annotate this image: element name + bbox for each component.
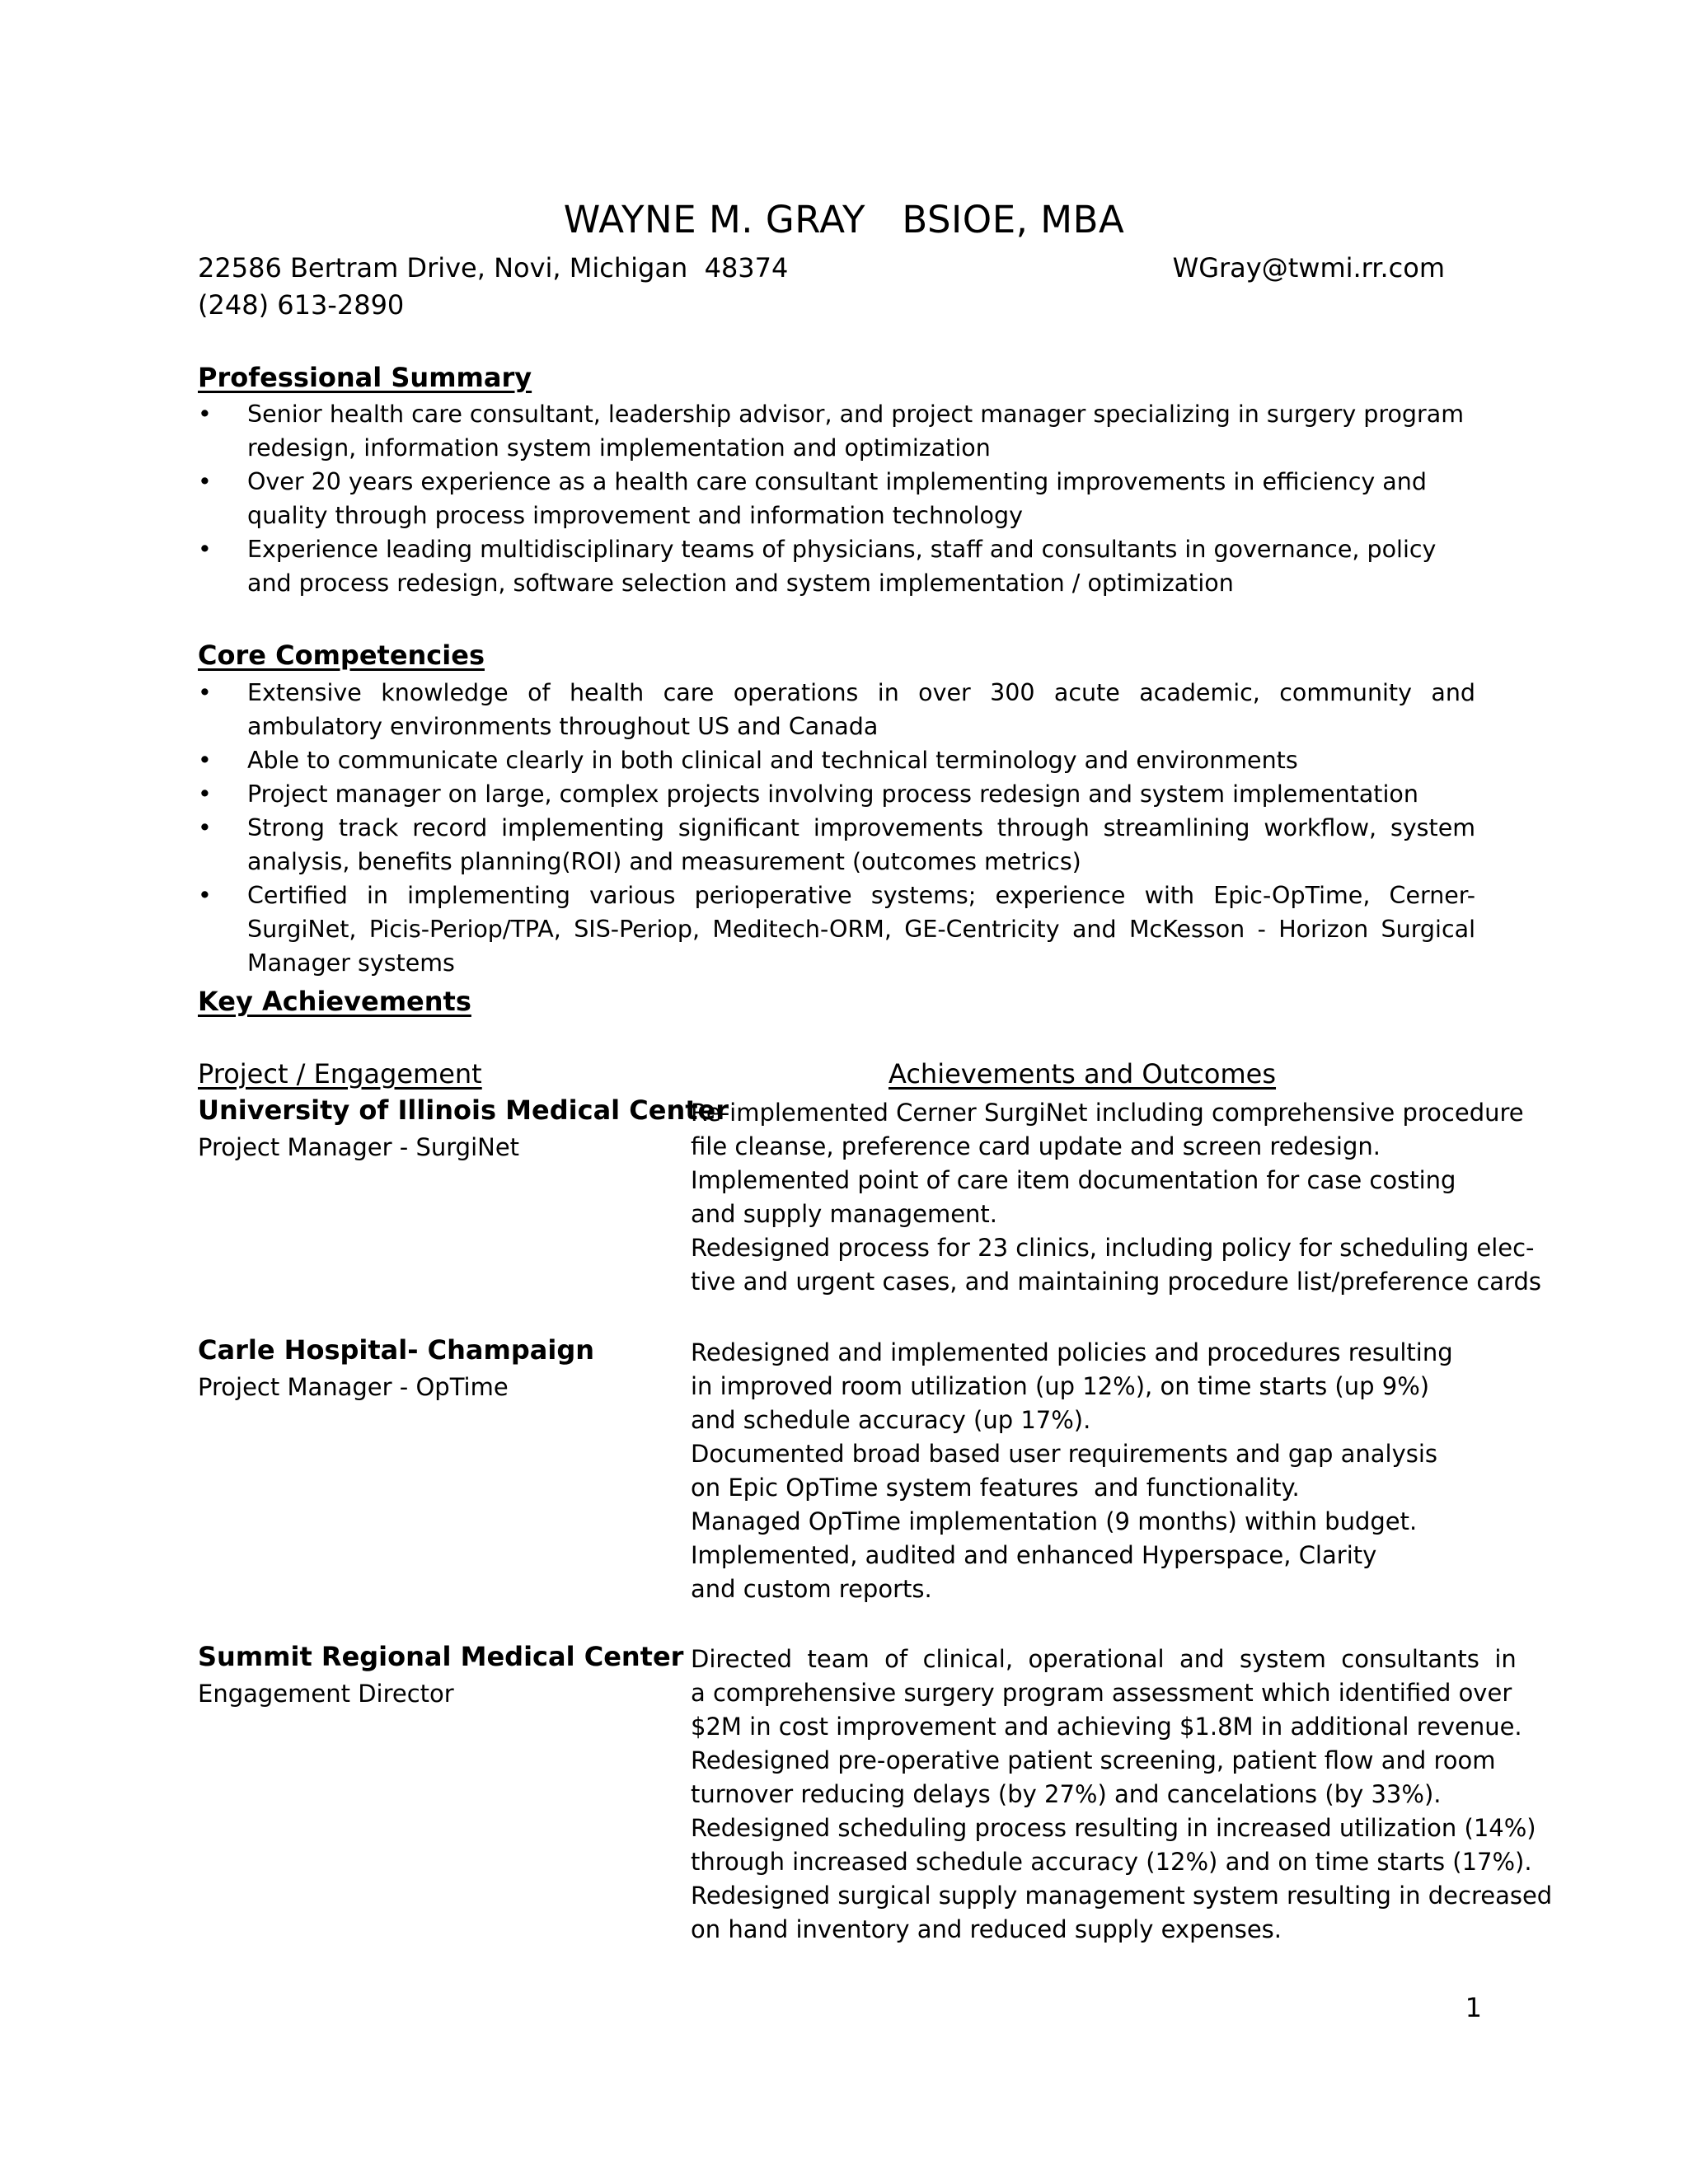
core-competencies-heading: Core Competencies [198, 640, 485, 671]
summary-list [198, 397, 1475, 600]
outcome-line: Redesigned pre-operative patient screening, patient flow and room [691, 1746, 1496, 1774]
list-item: • Senior health care consultant, leadership advisor, and project manager specializing in surgery program redesign, information system implementation and optimization [198, 397, 1475, 465]
list-item: • Experience leading multidisciplinary teams of physicians, staff and consultants in governance, policy and process redesign, software selection and system implementation / optimization [198, 532, 1475, 600]
address: 22586 Bertram Drive, Novi, Michigan 48374 [198, 252, 789, 284]
outcomes-column-header: Achievements and Outcomes [889, 1058, 1277, 1090]
engagement-outcomes [691, 1643, 1553, 1947]
outcome-line: and custom reports. [691, 1575, 932, 1603]
engagement-org: Carle Hospital- Champaign [198, 1334, 594, 1366]
key-achievements-heading: Key Achievements [198, 986, 471, 1017]
outcome-line: Redesigned process for 23 clinics, including policy for scheduling elec- [691, 1234, 1535, 1262]
bullet-icon: • [198, 814, 212, 841]
competencies-list [198, 676, 1475, 980]
list-item: • Able to communicate clearly in both clinical and technical terminology and environments [198, 743, 1475, 777]
list-item: • Project manager on large, complex projects involving process redesign and system implementation [198, 777, 1475, 811]
outcome-line: Documented broad based user requirements and gap analysis [691, 1440, 1438, 1468]
engagement-org: Summit Regional Medical Center [198, 1641, 684, 1672]
bullet-icon: • [198, 679, 212, 706]
phone: (248) 613-2890 [198, 289, 405, 321]
outcome-line: Redesigned and implemented policies and procedures resulting [691, 1338, 1453, 1366]
bullet-icon: • [198, 536, 212, 563]
list-item: • Strong track record implementing significant improvements through streamlining workflow, system analysis, benefits planning(ROI) and measurement (outcomes metrics) [198, 811, 1475, 879]
outcome-line: Directed team of clinical, operational and system consultants in [691, 1645, 1517, 1673]
outcome-line: Implemented point of care item documentation for case costing [691, 1166, 1456, 1194]
list-item: • Certified in implementing various perioperative systems; experience with Epic-OpTime, Cerner-SurgiNet, Picis-Periop/TPA, SIS-Periop, Meditech-ORM, GE-Centricity and McKesson - Horizon Surgical Manager systems [198, 879, 1475, 980]
outcome-line: file cleanse, preference card update and screen redesign. [691, 1132, 1381, 1160]
email: WGray@twmi.rr.com [1172, 252, 1445, 284]
outcome-line: Redesigned scheduling process resulting in increased utilization (14%) [691, 1814, 1536, 1842]
outcome-line: $2M in cost improvement and achieving $1.8M in additional revenue. [691, 1713, 1522, 1741]
outcome-line: in improved room utilization (up 12%), on time starts (up 9%) [691, 1372, 1430, 1400]
candidate-name: WAYNE M. GRAY BSIOE, MBA [563, 198, 1125, 241]
engagement-outcomes [691, 1096, 1541, 1299]
bullet-icon: • [198, 747, 212, 774]
outcome-line: turnover reducing delays (by 27%) and cancelations (by 33%). [691, 1780, 1442, 1808]
engagement-role: Project Manager - SurgiNet [198, 1133, 520, 1161]
outcome-line: and schedule accuracy (up 17%). [691, 1406, 1091, 1434]
engagement-outcomes [691, 1336, 1482, 1606]
outcome-line: Managed OpTime implementation (9 months) within budget. [691, 1507, 1418, 1535]
engagement-role: Engagement Director [198, 1680, 454, 1708]
outcome-line: Re-implemented Cerner SurgiNet including comprehensive procedure [691, 1099, 1524, 1127]
outcome-line: tive and urgent cases, and maintaining procedure list/preference cards [691, 1268, 1541, 1296]
list-item: • Extensive knowledge of health care operations in over 300 acute academic, community and ambulatory environments throughout US and Canada [198, 676, 1475, 743]
bullet-icon: • [198, 780, 212, 808]
outcome-line: on hand inventory and reduced supply expenses. [691, 1915, 1282, 1943]
outcome-line: and supply management. [691, 1200, 998, 1228]
page-number: 1 [1465, 1992, 1482, 2023]
outcome-line: on Epic OpTime system features and functionality. [691, 1474, 1300, 1502]
outcome-line: a comprehensive surgery program assessment which identified over [691, 1679, 1512, 1707]
outcome-line: Redesigned surgical supply management system resulting in decreased [691, 1882, 1553, 1910]
bullet-icon: • [198, 468, 212, 495]
professional-summary-heading: Professional Summary [198, 362, 532, 393]
engagement-role: Project Manager - OpTime [198, 1373, 509, 1401]
outcome-line: Implemented, audited and enhanced Hyperspace, Clarity [691, 1541, 1377, 1569]
outcome-line: through increased schedule accuracy (12%) and on time starts (17%). [691, 1848, 1532, 1876]
project-column-header: Project / Engagement [198, 1058, 482, 1090]
list-item: • Over 20 years experience as a health care consultant implementing improvements in efficiency and quality through process improvement and information technology [198, 465, 1475, 532]
bullet-icon: • [198, 401, 212, 428]
bullet-icon: • [198, 882, 212, 909]
engagement-org: University of Illinois Medical Center [198, 1094, 729, 1126]
